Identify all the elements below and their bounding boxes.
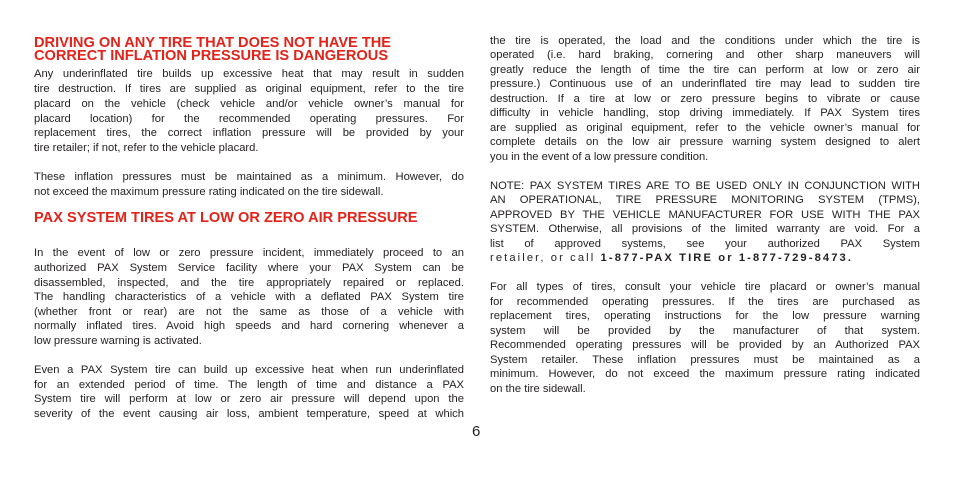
page-number: 6 xyxy=(472,423,481,440)
paragraph-line: for recommended operating pressures. If the tires are purchased as xyxy=(490,296,920,308)
paragraph-line: low pressure warning is activated. xyxy=(34,335,202,347)
paragraph-line: minimum. However, do not exceed the maximum pressure rating indicated xyxy=(490,368,920,380)
paragraph-line: System tire will perform at low or zero air pressure will depend upon the xyxy=(34,393,464,405)
paragraph-line: placard location) for the recommended operating pressures. For xyxy=(34,113,464,125)
paragraph-line: System retailer. These inflation pressures must be maintained as a xyxy=(490,354,920,366)
paragraph-line: pressure.) Continuous use of an underinflated tire may lead to sudden tire xyxy=(490,78,920,90)
paragraph-line: replacement tires, the correct inflation pressure will be provided by your xyxy=(34,127,464,139)
paragraph-line: (whether front or rear) are not the same as those of a vehicle with xyxy=(34,306,464,318)
retailer-call-text: retailer, or call xyxy=(490,252,601,264)
heading-inflation-danger-line-1: DRIVING ON ANY TIRE THAT DOES NOT HAVE THE xyxy=(34,35,392,51)
paragraph-line: APPROVED BY THE VEHICLE MANUFACTURER FOR USE WITH THE PAX xyxy=(490,209,920,221)
paragraph-line: greatly reduce the length of time the tire can perform at low or zero air xyxy=(490,64,920,76)
paragraph-line: tire retailer; if not, refer to the vehicle placard. xyxy=(34,142,259,154)
paragraph-line: AN OPERATIONAL, TIRE PRESSURE MONITORING SYSTEM (TPMS), xyxy=(490,194,920,206)
heading-pax-low-pressure: PAX SYSTEM TIRES AT LOW OR ZERO AIR PRESSURE xyxy=(34,210,418,226)
paragraph-line: SYSTEM. Otherwise, all provisions of the limited warranty are void. For a xyxy=(490,223,920,235)
paragraph-line: authorized PAX System Service facility where your PAX System can be xyxy=(34,262,464,274)
paragraph-line: for an extended period of time. The length of time and distance a PAX xyxy=(34,379,464,391)
paragraph-line: tire destruction. If tires are supplied as original equipment, refer to the tire xyxy=(34,83,464,95)
paragraph-line: destruction. If a tire at low or zero pressure begins to vibrate or cause xyxy=(490,93,920,105)
paragraph-line: These inflation pressures must be maintained as a minimum. However, do xyxy=(34,171,464,183)
paragraph-line: are supplied as original equipment, refer to the vehicle owner’s manual for xyxy=(490,122,920,134)
paragraph-line: The handling characteristics of a vehicle with a deflated PAX System tire xyxy=(34,291,464,303)
paragraph-line: operated (i.e. hard braking, cornering and other sharp maneuvers will xyxy=(490,49,920,61)
paragraph-line: disassembled, inspected, and the tire appropriately repaired or replaced. xyxy=(34,277,464,289)
paragraph-line: Recommended operating pressures will be provided by an Authorized PAX xyxy=(490,339,920,351)
paragraph-line: list of approved systems, see your authorized PAX System xyxy=(490,238,920,250)
paragraph-line: the tire is operated, the load and the conditions under which the tire is xyxy=(490,35,920,47)
paragraph-line xyxy=(490,251,853,266)
paragraph-line: on the tire sidewall. xyxy=(490,383,586,395)
paragraph-line: placard on the vehicle (check vehicle and/or vehicle owner’s manual for xyxy=(34,98,464,110)
paragraph-line: Even a PAX System tire can build up excessive heat when run underinflated xyxy=(34,364,464,376)
paragraph-line: NOTE: PAX SYSTEM TIRES ARE TO BE USED ONLY IN CONJUNCTION WITH xyxy=(490,180,920,192)
paragraph-line: In the event of low or zero pressure incident, immediately proceed to an xyxy=(34,247,464,259)
paragraph-line: replacement tires, operating instructions for the low pressure warning xyxy=(490,310,920,322)
pax-phone-number: 1-877-PAX TIRE or 1-877-729-8473. xyxy=(600,252,854,264)
paragraph-line: not exceed the maximum pressure rating indicated on the tire sidewall. xyxy=(34,186,384,198)
paragraph-line: For all types of tires, consult your vehicle tire placard or owner’s manual xyxy=(490,281,920,293)
paragraph-line: difficulty in vehicle handling, stop driving immediately. If PAX System tires xyxy=(490,107,920,119)
heading-inflation-danger-line-2: CORRECT INFLATION PRESSURE IS DANGEROUS xyxy=(34,48,389,64)
paragraph-line: normally inflated tires. Avoid high speeds and hard cornering whenever a xyxy=(34,320,464,332)
paragraph-line: complete details on the low air pressure warning system designed to alert xyxy=(490,136,920,148)
paragraph-line: Any underinflated tire builds up excessive heat that may result in sudden xyxy=(34,68,464,80)
paragraph-line: severity of the event causing air loss, ambient temperature, speed at which xyxy=(34,408,464,420)
paragraph-line: system will be provided by the manufacturer of that system. xyxy=(490,325,920,337)
paragraph-line: you in the event of a low pressure condition. xyxy=(490,151,709,163)
